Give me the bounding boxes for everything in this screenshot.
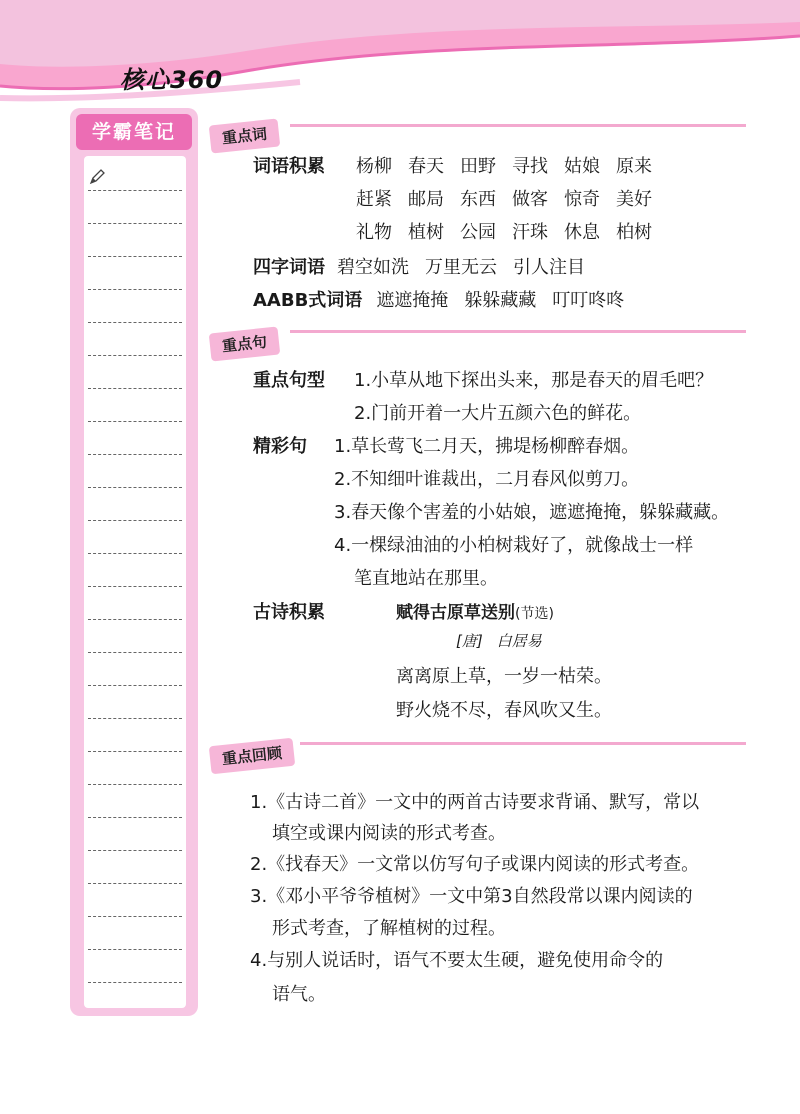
word: 遮遮掩掩 xyxy=(376,290,449,311)
aabb-row xyxy=(253,286,640,312)
poem-author: 白居易 xyxy=(496,632,542,650)
word: 叮叮咚咚 xyxy=(552,290,625,311)
word: 邮局 xyxy=(408,189,444,210)
word: 赶紧 xyxy=(356,189,392,210)
note-line xyxy=(88,586,182,587)
review-line: 填空或课内阅读的形式考查。 xyxy=(272,823,506,844)
notes-paper xyxy=(84,156,186,1008)
pencil-icon xyxy=(88,168,106,186)
sentence: 1.小草从地下探出头来，那是春天的眉毛吧？ xyxy=(354,370,714,391)
note-line xyxy=(88,520,182,521)
note-line xyxy=(88,256,182,257)
vocab-words-row xyxy=(356,185,668,211)
word: 姑娘 xyxy=(564,156,600,177)
word: 礼物 xyxy=(356,222,392,243)
review-line: 2.《找春天》一文常以仿写句子或课内阅读的形式考查。 xyxy=(250,854,700,875)
vocab-words-row xyxy=(356,152,668,178)
wonderful-label: 精彩句 xyxy=(253,436,307,457)
word: 做客 xyxy=(512,189,548,210)
word: 寻找 xyxy=(512,156,548,177)
note-line xyxy=(88,388,182,389)
four-char-label: 四字词语 xyxy=(253,257,325,278)
word: 引人注目 xyxy=(513,257,585,278)
vocab-words-row xyxy=(356,218,668,244)
review-line: 3.《邓小平爷爷植树》一文中第3自然段常以课内阅读的 xyxy=(250,886,693,907)
note-line xyxy=(88,454,182,455)
word: 万里无云 xyxy=(425,257,497,278)
four-char-row xyxy=(253,253,601,279)
sentence: 2.门前开着一大片五颜六色的鲜花。 xyxy=(354,403,642,424)
divider-line xyxy=(290,330,746,333)
note-line xyxy=(88,718,182,719)
notes-title: 学霸笔记 xyxy=(76,114,192,150)
note-line xyxy=(88,487,182,488)
word: 东西 xyxy=(460,189,496,210)
poem-line: 野火烧不尽，春风吹又生。 xyxy=(396,700,612,721)
note-line xyxy=(88,553,182,554)
poem-label: 古诗积累 xyxy=(253,602,325,623)
note-line xyxy=(88,850,182,851)
divider-line xyxy=(300,742,746,745)
note-line xyxy=(88,421,182,422)
note-line xyxy=(88,883,182,884)
word: 躲躲藏藏 xyxy=(464,290,537,311)
note-line xyxy=(88,751,182,752)
sentence: 4.一棵绿油油的小柏树栽好了，就像战士一样 xyxy=(334,535,694,556)
tag-review: 重点回顾 xyxy=(209,738,295,775)
review-line: 4.与别人说话时，语气不要太生硬，避免使用命令的 xyxy=(250,950,664,971)
word: 田野 xyxy=(460,156,496,177)
note-line xyxy=(88,685,182,686)
note-line xyxy=(88,784,182,785)
word: 公园 xyxy=(460,222,496,243)
notes-sidebar xyxy=(70,108,198,1016)
note-line xyxy=(88,652,182,653)
word: 春天 xyxy=(408,156,444,177)
note-line xyxy=(88,817,182,818)
word: 原来 xyxy=(616,156,652,177)
divider-line xyxy=(290,124,746,127)
note-line xyxy=(88,916,182,917)
review-line: 形式考查，了解植树的过程。 xyxy=(272,918,506,939)
poem-byline xyxy=(456,630,542,651)
review-line: 1.《古诗二首》一文中的两首古诗要求背诵、默写，常以 xyxy=(250,792,700,813)
poem-row xyxy=(253,598,325,624)
wonderful-row xyxy=(253,432,307,458)
sentence: 1.草长莺飞二月天，拂堤杨柳醉春烟。 xyxy=(334,436,640,457)
tag-key-words: 重点词 xyxy=(209,118,281,153)
brand-logo: 核心360 xyxy=(120,66,224,94)
header-banner xyxy=(0,0,800,110)
note-line xyxy=(88,982,182,983)
note-line xyxy=(88,619,182,620)
poem-title: 赋得古原草送别 xyxy=(396,603,515,623)
word: 休息 xyxy=(564,222,600,243)
vocab-row-1 xyxy=(253,152,325,178)
word: 惊奇 xyxy=(564,189,600,210)
poem-note: (节选) xyxy=(515,606,554,622)
tag-key-sentences: 重点句 xyxy=(209,326,281,361)
sentence: 3.春天像个害羞的小姑娘，遮遮掩掩，躲躲藏藏。 xyxy=(334,502,730,523)
word: 汗珠 xyxy=(512,222,548,243)
pattern-label: 重点句型 xyxy=(253,370,325,391)
note-line xyxy=(88,355,182,356)
word: 植树 xyxy=(408,222,444,243)
sentence: 笔直地站在那里。 xyxy=(354,568,498,589)
note-line xyxy=(88,223,182,224)
note-line xyxy=(88,289,182,290)
poem-heading xyxy=(396,598,554,623)
vocab-label: 词语积累 xyxy=(253,156,325,177)
aabb-label: AABB式词语 xyxy=(253,290,363,311)
word: 杨柳 xyxy=(356,156,392,177)
word: 碧空如洗 xyxy=(337,257,409,278)
word: 美好 xyxy=(616,189,652,210)
note-line xyxy=(88,190,182,191)
word: 柏树 xyxy=(616,222,652,243)
pattern-row xyxy=(253,366,325,392)
review-line: 语气。 xyxy=(272,984,326,1005)
poem-dynasty: [唐] xyxy=(456,632,483,650)
sentence: 2.不知细叶谁裁出，二月春风似剪刀。 xyxy=(334,469,640,490)
poem-line: 离离原上草，一岁一枯荣。 xyxy=(396,666,612,687)
note-line xyxy=(88,322,182,323)
note-line xyxy=(88,949,182,950)
